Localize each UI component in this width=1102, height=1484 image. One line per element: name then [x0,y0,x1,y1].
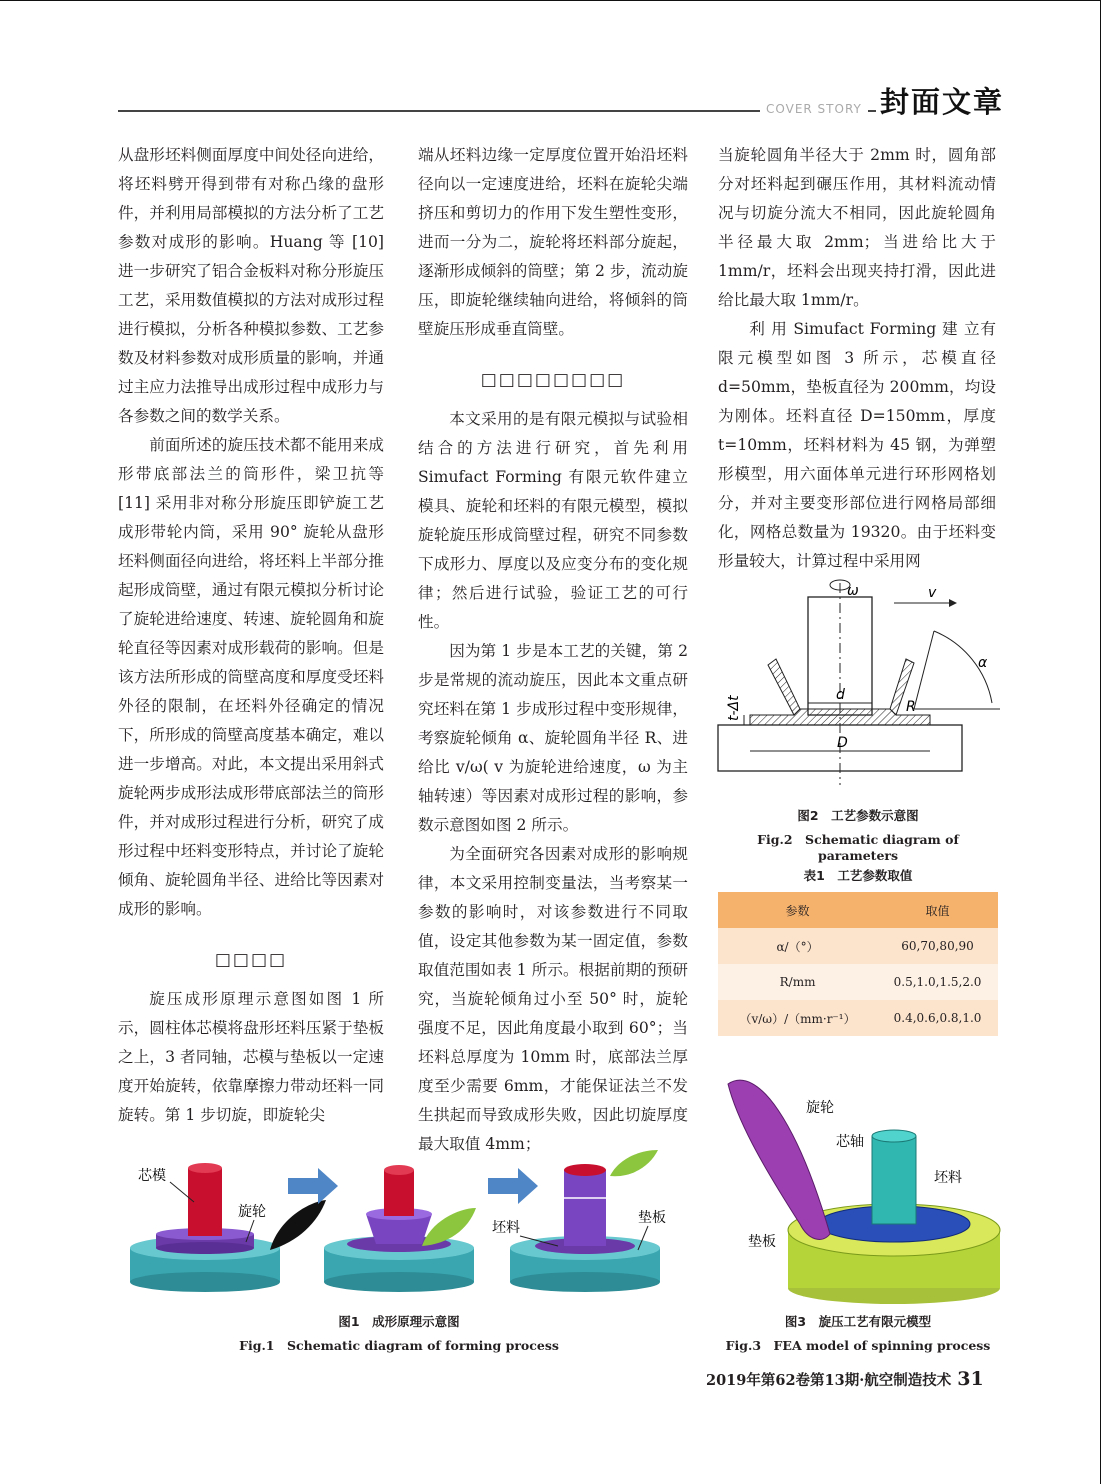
d-label: d [836,687,845,703]
fig3-label-plate: 垫板 [748,1234,776,1250]
column-1 [118,141,384,1130]
column-3 [718,141,996,576]
paragraph: 端从坯料边缘一定厚度位置开始沿坯料径向以一定速度进给，坯料在旋轮尖端挤压和剪切力的作用下发生塑性变形，进而一分为二，旋轮将坯料部分旋起，逐渐形成倾斜的筒壁；第 2 步，流动旋压，即旋轮继续轴向进给，将倾斜的筒壁旋压形成垂直筒壁。 [418,146,688,338]
mandrel-top [872,1130,916,1142]
page-border-top [0,0,1100,1]
fig3-label-blank: 坯料 [934,1170,962,1186]
page-number: 31 [957,1368,984,1390]
paragraph: 从盘形坯料侧面厚度中间处径向进给，将坯料劈开得到带有对称凸缘的盘形件，并利用局部模拟的方法分析了工艺参数对成形的影响。Huang 等 [10] 进一步研究了铝合金板料对称分形旋压工艺，采用数值模拟的方法对成形过程进行模拟，分析各种模拟参数、工艺参数及材料参数对成形质量的影响，并通过主应力法推导出成形过程中成形力与各参数之间的数学关系。 [118,146,384,425]
D-label: D [837,735,848,751]
t-label: t-Δt [726,695,742,721]
table1 [718,892,998,1036]
v-label: v [928,585,937,601]
table-cell: 0.4,0.6,0.8,1.0 [877,1000,998,1036]
paragraph: 前面所述的旋压技术都不能用来成形带底部法兰的筒形件，梁卫抗等 [11] 采用非对称分形旋压即铲旋工艺成形带轮内筒，采用 90° 旋轮从盘形坯料侧面径向进给，将坯料上半部分推起形成筒壁，通过有限元模拟分析讨论了旋轮进给速度、转速、旋轮圆角和旋轮直径等因素对成形载荷的影响。但是该方法所形成的筒壁高度和厚度受坯料外径的限制，在坯料外径确定的情况下，所形成的筒壁高度基本确定，难以进一步增高。对此，本文提出采用斜式旋轮两步成形法成形带底部法兰的筒形件，并对成形过程进行分析，研究了成形过程中坯料变形特点，并讨论了旋轮倾角、旋轮圆角半径、进给比等因素对成形的影响。 [118,436,384,918]
table-cell: （v/ω）/（mm·r⁻¹） [718,1000,877,1036]
blank-flange [750,709,930,725]
paragraph: 为全面研究各因素对成形的影响规律，本文采用控制变量法，当考察某一参数的影响时，对该参数进行不同取值，设定其他参数为某一固定值，参数取值范围如表 1 所示。根据前期的预研究，当旋轮倾角过小至 50° 时，旋轮强度不足，因此角度最小取到 60°；当坯料总厚度为 10mm 时，底部法兰厚度至少需要 6mm，才能保证法兰不发生拱起而导致成形失败，因此切旋厚度最大取值 4mm； [418,845,688,1153]
fig1-caption-cn: 图1 成形原理示意图 [338,1314,460,1329]
fig1-step2 [324,1165,476,1292]
fig2-diagram [716,575,1001,800]
fig2-caption-en: Fig.2 Schematic diagram of parameters [757,832,959,863]
column-2 [418,141,688,1159]
paragraph: 当旋轮圆角半径大于 2mm 时，圆角部分对坯料起到碾压作用，其材料流动情况与切旋分流大不相同，因此旋轮圆角半径最大取 2mm；当进给比大于 1mm/r，坯料会出现夹持打滑，因此进给比最大取 1mm/r。 [718,146,996,309]
table-cell: R/mm [718,964,877,1000]
R-label: R [906,699,916,715]
table-cell: 60,70,80,90 [877,928,998,964]
fig3-image [718,1064,1002,1304]
fig3-label-roller: 旋轮 [806,1100,834,1116]
journal-info: 2019年第62卷第13期·航空制造技术 [706,1372,952,1389]
page-border-right [1100,0,1101,1484]
table-row [718,964,998,1000]
alpha-label: α [978,655,988,671]
paragraph: 利 用 Simufact Forming 建 立有限元模型如图 3 所示，芯模直径 d=50mm，垫板直径为 200mm，均设为刚体。坯料直径 D=150mm，厚度 t=10mm，坯料材料为 45 钢，为弹塑形模型，用六面体单元进行环形网格划分，并对主要变形部位进行网格局部细化，网格总数量为 19320。由于坯料变形量较大，计算过程中采用网 [718,320,996,570]
header-cn: 封面文章 [876,80,1008,121]
table-header-row [718,892,998,928]
fig3-caption [718,1312,998,1354]
table-cell: α/（°） [718,928,877,964]
table-header-cell: 取值 [877,892,998,928]
fig1-label-mandrel: 芯模 [138,1168,166,1184]
fig3-caption-en: Fig.3 FEA model of spinning process [725,1338,991,1353]
fig2-caption [718,806,998,863]
paragraph: 本文采用的是有限元模拟与试验相结合的方法进行研究，首先利用 Simufact Forming 有限元软件建立模具、旋轮和坯料的有限元模型，模拟旋轮旋压形成筒壁过程，研究不同参数下成形力、厚度以及应变分布的变化规律；然后进行试验，验证工艺的可行性。 [418,410,688,631]
section-heading: □□□□ [214,950,288,970]
omega-label: ω [847,583,859,599]
paragraph: 旋压成形原理示意图如图 1 所示，圆柱体芯模将盘形坯料压紧于垫板之上，3 者同轴，芯模与垫板以一定速度开始旋转，依靠摩擦力带动坯料一同旋转。第 1 步切旋，即旋轮尖 [118,990,384,1124]
table-cell: 0.5,1.0,1.5,2.0 [877,964,998,1000]
fig1-caption-en: Fig.1 Schematic diagram of forming process [239,1338,559,1353]
section-heading: □□□□□□□□ [480,370,626,390]
table1-caption-cn: 表1 工艺参数取值 [803,868,913,883]
header-en: COVER STORY [760,102,868,116]
fig1-label-blank: 坯料 [492,1220,520,1236]
fig1-caption [118,1312,680,1354]
fig3-caption-cn: 图3 旋压工艺有限元模型 [784,1314,932,1329]
fig3-label-mandrel: 芯轴 [836,1134,864,1150]
page-footer [706,1368,984,1390]
fig1-label-roller: 旋轮 [238,1204,266,1220]
fig1-image [118,1150,680,1300]
mandrel-mesh [872,1136,916,1224]
table-header-cell: 参数 [718,892,877,928]
fig1-arrow-1 [288,1168,338,1204]
fig2-caption-cn: 图2 工艺参数示意图 [797,808,919,823]
roller-axis [914,631,934,709]
fig1-label-plate: 垫板 [638,1210,666,1226]
left-wall [768,659,800,715]
paragraph: 因为第 1 步是本工艺的关键，第 2 步是常规的流动旋压，因此本文重点研究坯料在第 1 步成形过程中变形规律，考察旋轮倾角 α、旋轮圆角半径 R、进给比 v/ω( v 为旋轮进给速度，ω 为主轴转速）等因素对成形过程的影响，参数示意图如图 2 所示。 [418,642,688,834]
fig1-arrow-2 [488,1168,538,1204]
table-row [718,1000,998,1036]
table-row [718,928,998,964]
